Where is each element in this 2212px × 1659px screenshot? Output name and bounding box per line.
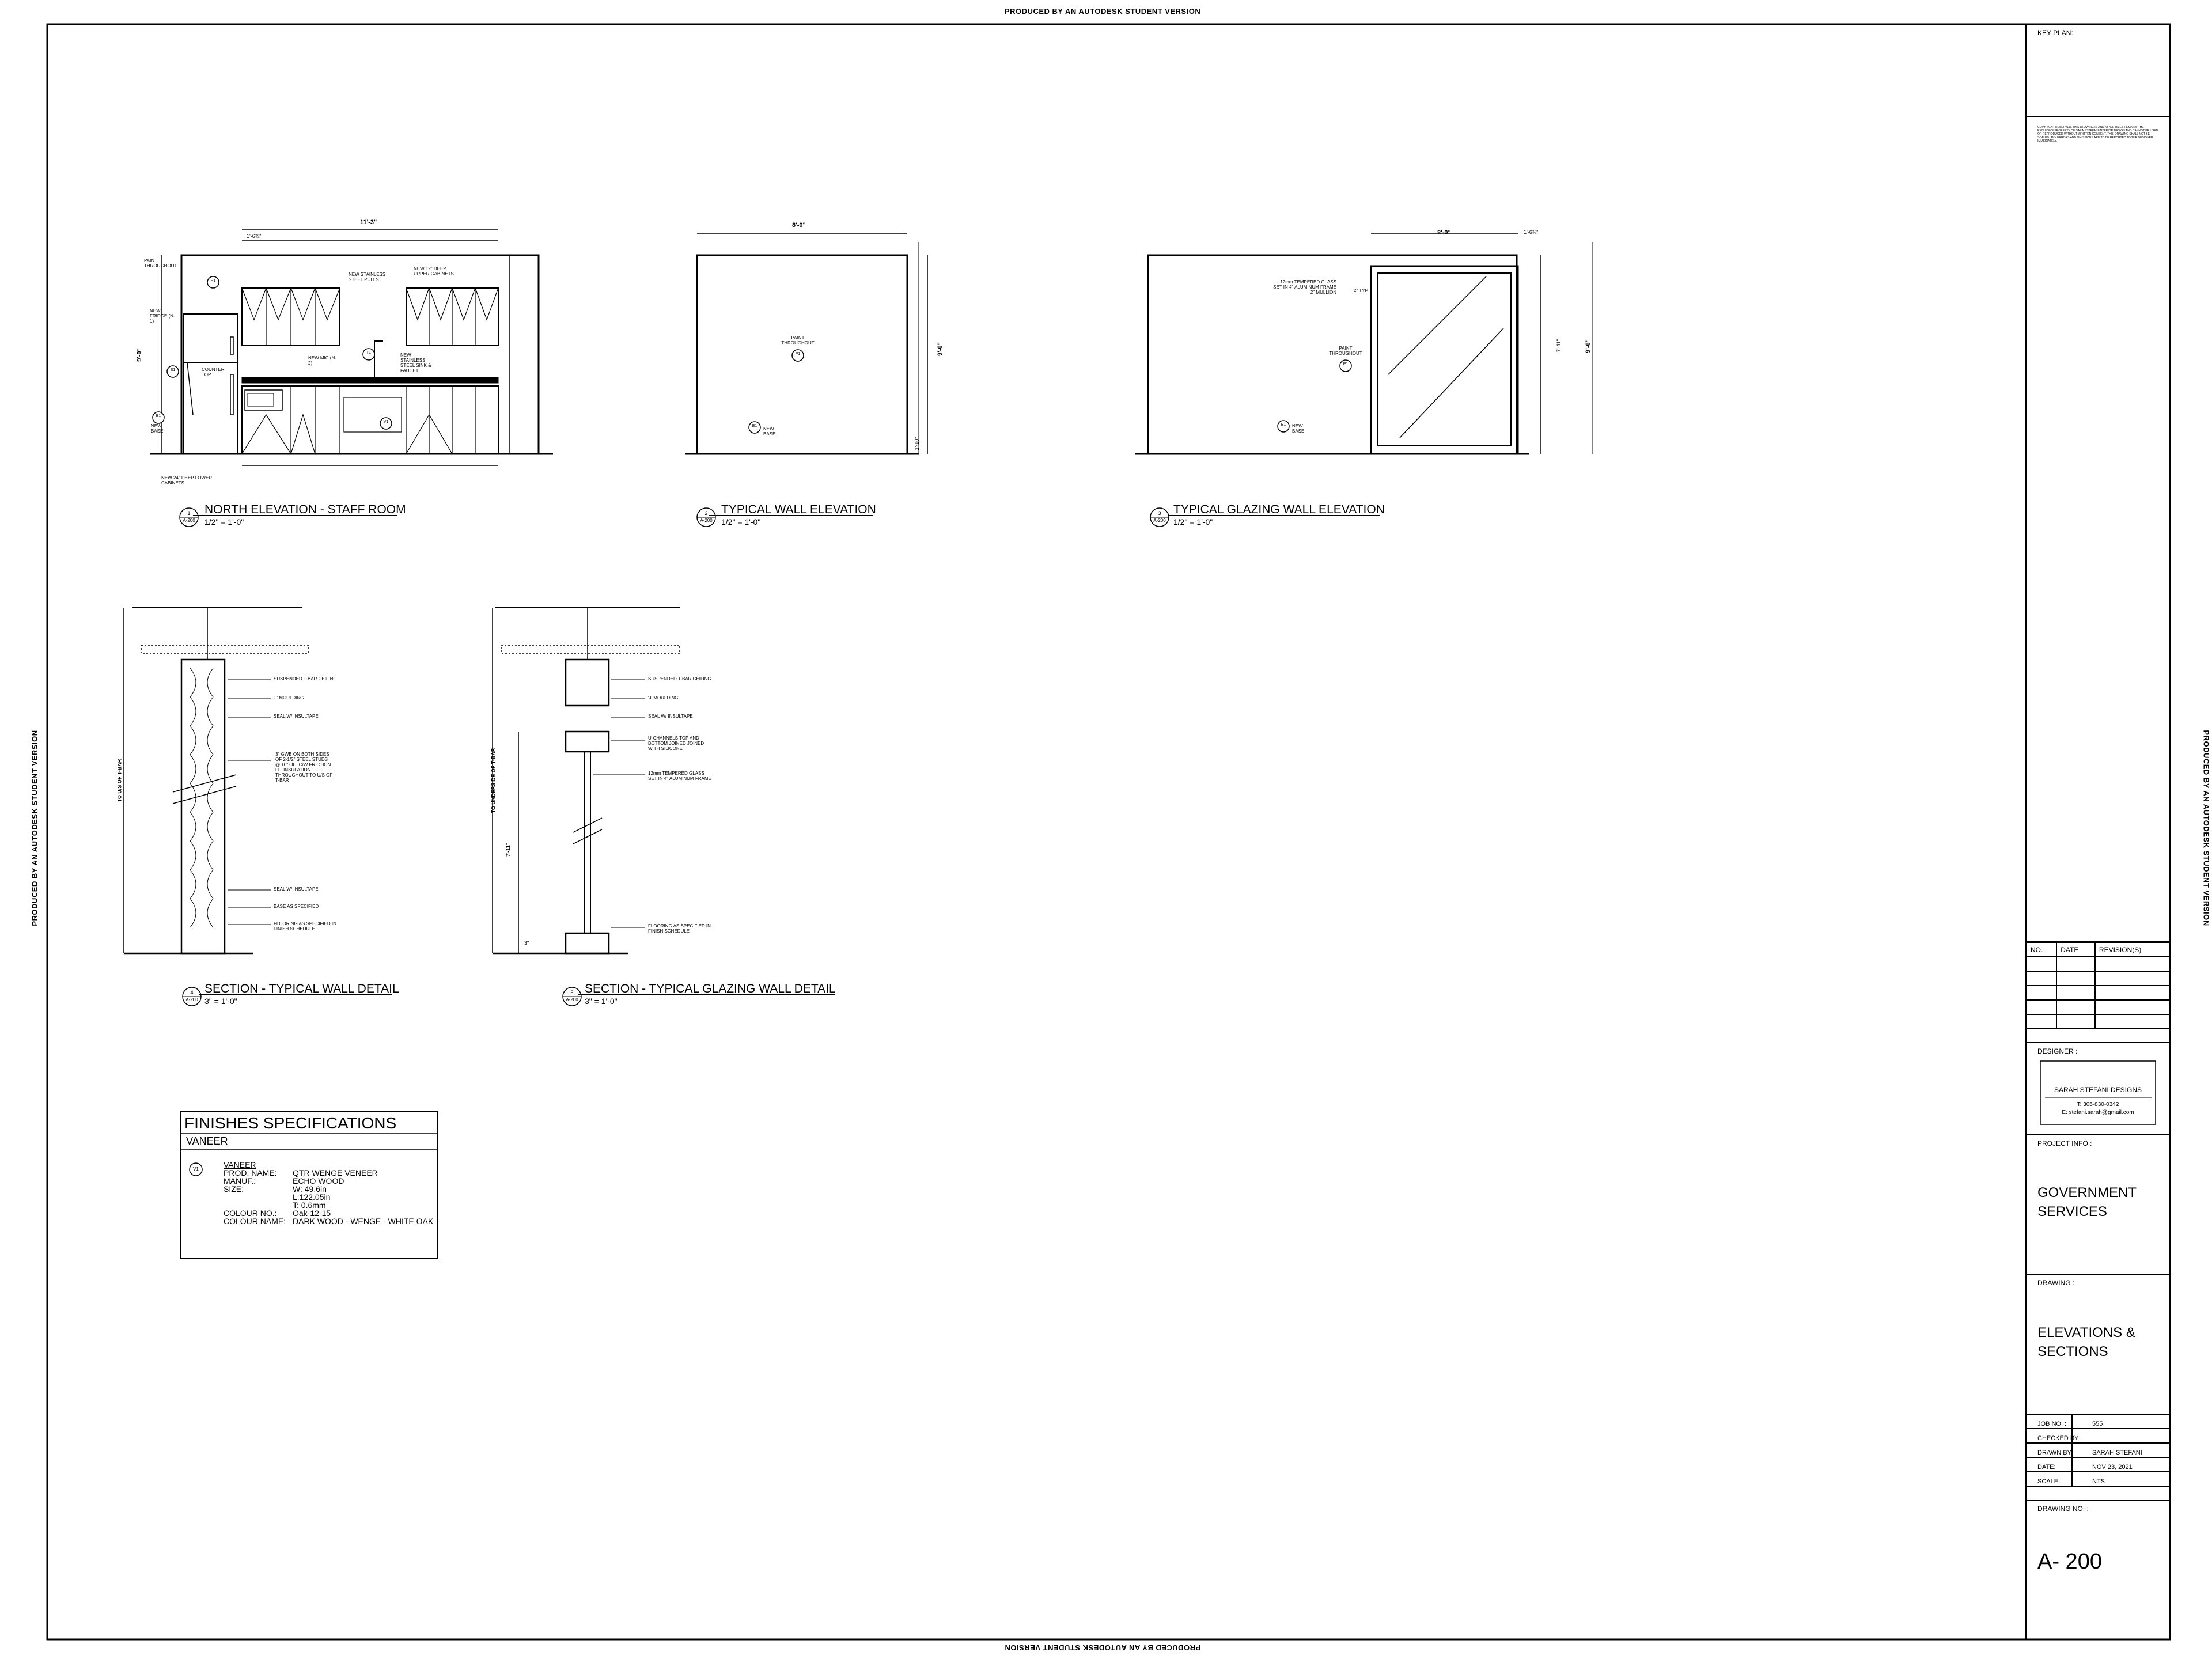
rev-col-rev: REVISION(S) bbox=[2095, 942, 2169, 957]
tag-t1: T1 bbox=[366, 351, 372, 355]
glazing-tag-p1: P1 bbox=[1343, 362, 1349, 366]
finishes-key bbox=[224, 1201, 286, 1209]
project-name-1: GOVERNMENT bbox=[2037, 1185, 2137, 1200]
info-key-scale: SCALE: bbox=[2037, 1478, 2061, 1485]
finishes-value: DARK WOOD - WENGE - WHITE OAK bbox=[293, 1217, 434, 1226]
drawing-label: DRAWING : bbox=[2037, 1279, 2075, 1287]
view-5-sheet: A-200 bbox=[566, 997, 578, 1002]
rev-col-no: NO. bbox=[2027, 942, 2056, 957]
info-key-drawn: DRAWN BY: bbox=[2037, 1449, 2073, 1456]
glazing-dim-door: 1'-6¾" bbox=[1524, 229, 1539, 235]
finishes-key: COLOUR NO.: bbox=[224, 1209, 277, 1218]
note-mic: NEW MIC (N-2) bbox=[308, 355, 336, 366]
watermark-bottom: PRODUCED BY AN AUTODESK STUDENT VERSION bbox=[1005, 1643, 1201, 1652]
info-values bbox=[2092, 1417, 2142, 1489]
glazing-note-paint: PAINT THROUGHOUT bbox=[1329, 346, 1362, 356]
view-4-sheet: A-200 bbox=[185, 997, 198, 1002]
note-sink: NEW STAINLESS STEEL SINK & FAUCET bbox=[400, 353, 431, 373]
sw-floor: FLOORING AS SPECIFIED IN FINISH SCHEDULE bbox=[274, 921, 336, 931]
view-2-title: TYPICAL WALL ELEVATION bbox=[721, 503, 876, 516]
wall-dim-sub: 1'-10" bbox=[914, 437, 920, 450]
drawing-no: A- 200 bbox=[2037, 1550, 2102, 1574]
info-val-scale: NTS bbox=[2092, 1478, 2105, 1485]
designer-label: DESIGNER : bbox=[2037, 1047, 2078, 1055]
wall-tag-b1: B1 bbox=[752, 424, 757, 428]
sg-dim: TO UNDERSIDE OF T-BAR bbox=[490, 748, 497, 813]
sw-seal2: SEAL W/ INSULTAPE bbox=[274, 887, 319, 892]
note-base: NEW BASE bbox=[151, 423, 164, 434]
view-4-number: 4 bbox=[190, 990, 194, 995]
view-3-title: TYPICAL GLAZING WALL ELEVATION bbox=[1173, 503, 1385, 516]
drawing-name-1: ELEVATIONS & bbox=[2037, 1325, 2135, 1340]
note-fridge: NEW FRIDGE (N-1) bbox=[150, 308, 175, 324]
info-key-job: JOB NO. : bbox=[2037, 1421, 2067, 1427]
glazing-note-glass: 12mm TEMPERED GLASS SET IN 4" ALUMINUM FRAME 2" MULLION bbox=[1273, 279, 1336, 295]
designer-email: E: stefani.sarah@gmail.com bbox=[2062, 1109, 2134, 1116]
drawing-no-label: DRAWING NO. : bbox=[2037, 1505, 2089, 1513]
finishes-keys bbox=[224, 1169, 286, 1225]
view-4-title: SECTION - TYPICAL WALL DETAIL bbox=[204, 982, 399, 995]
sg-dim2: 7'-11" bbox=[505, 843, 511, 857]
finishes-key: COLOUR NAME: bbox=[224, 1217, 286, 1226]
tag-b1: B1 bbox=[156, 414, 161, 418]
view-5-scale: 3" = 1'-0" bbox=[585, 997, 618, 1006]
drawing-name-2: SECTIONS bbox=[2037, 1344, 2108, 1359]
view-2-scale: 1/2" = 1'-0" bbox=[721, 517, 761, 527]
sheet-border bbox=[47, 24, 2170, 1639]
typical-glazing-elevation bbox=[1135, 233, 1593, 454]
view-1-title: NORTH ELEVATION - STAFF ROOM bbox=[204, 503, 406, 516]
dim-height: 9'-0" bbox=[135, 348, 143, 362]
wall-note-paint: PAINT THROUGHOUT bbox=[781, 335, 815, 346]
titleblock-lines bbox=[2026, 116, 2170, 1501]
finishes-key: MANUF.: bbox=[224, 1176, 256, 1185]
view-2-sheet: A-200 bbox=[700, 518, 713, 523]
view-5-number: 5 bbox=[570, 990, 574, 995]
wall-tag-p1: P1 bbox=[795, 352, 801, 356]
finishes-tag: V1 bbox=[193, 1166, 199, 1172]
finishes-value: T: 0.6mm bbox=[293, 1200, 326, 1210]
finishes-values bbox=[293, 1169, 433, 1225]
sg-glass: 12mm TEMPERED GLASS SET IN 4" ALUMINUM FRAME bbox=[648, 771, 711, 781]
tag-p1: P1 bbox=[210, 279, 216, 283]
dim-module: 1'-6¾" bbox=[247, 233, 262, 239]
key-plan-label: KEY PLAN: bbox=[2037, 29, 2073, 37]
info-val-drawn: SARAH STEFANI bbox=[2092, 1449, 2142, 1456]
view-1-scale: 1/2" = 1'-0" bbox=[204, 517, 244, 527]
glazing-dim-height: 9'-0" bbox=[1584, 339, 1592, 353]
wall-dim-width: 8'-0" bbox=[792, 222, 806, 229]
sw-ceiling: SUSPENDED T-BAR CEILING bbox=[274, 676, 337, 681]
sw-dim: TO U/S OF T-BAR bbox=[116, 759, 123, 802]
designer-name: SARAH STEFANI DESIGNS bbox=[2054, 1086, 2142, 1094]
view-1-number: 1 bbox=[187, 510, 191, 516]
dim-overall: 11'-3" bbox=[360, 219, 377, 226]
watermark-right: PRODUCED BY AN AUTODESK STUDENT VERSION bbox=[2202, 730, 2211, 926]
finishes-key bbox=[224, 1193, 286, 1201]
wall-note-base: NEW BASE bbox=[763, 426, 776, 437]
sw-gwb: 3" GWB ON BOTH SIDES OF 2-1/2" STEEL STUDS @ 16" OC. C/W FRICTION FIT INSULATION THROUGHOUT TO U/S OF T-BAR bbox=[275, 752, 333, 783]
sw-seal1: SEAL W/ INSULTAPE bbox=[274, 714, 319, 719]
finishes-value: ECHO WOOD bbox=[293, 1176, 344, 1185]
view-2-number: 2 bbox=[704, 510, 708, 516]
project-label: PROJECT INFO : bbox=[2037, 1139, 2092, 1147]
sg-channel: U-CHANNELS TOP AND BOTTOM JOINED JOINED WITH SILICONE bbox=[648, 736, 704, 751]
finishes-subtitle: VANEER bbox=[186, 1135, 228, 1147]
glazing-tag-b1: B1 bbox=[1281, 423, 1286, 427]
glazing-note-typ: 2" TYP bbox=[1354, 288, 1368, 293]
glazing-note-base: NEW BASE bbox=[1292, 423, 1305, 434]
view-5-title: SECTION - TYPICAL GLAZING WALL DETAIL bbox=[585, 982, 836, 995]
project-name-2: SERVICES bbox=[2037, 1204, 2107, 1219]
copyright-note: COPYRIGHT RESERVED. THIS DRAWING IS AND AT ALL TIMES REMAINS THE EXCLUSIVE PROPERTY OF SARAH STEFANI INTERIOR DESIGN AND CANNOT BE USED OR REPRODUCED WITHOUT WRITTEN CONSENT. THIS DRAWING SHALL NOT BE SCALED. ANY ERRORS AND OMISSIONS ARE TO BE REPORTED TO THE DESIGNER IMMEDIATELY. bbox=[2037, 126, 2158, 143]
north-elevation bbox=[150, 229, 553, 465]
view-title-marks bbox=[180, 508, 1380, 1006]
finishes-key: SIZE: bbox=[224, 1184, 244, 1194]
watermark-left: PRODUCED BY AN AUTODESK STUDENT VERSION bbox=[30, 730, 39, 926]
rev-col-date: DATE bbox=[2056, 942, 2095, 957]
sw-base: BASE AS SPECIFIED bbox=[274, 904, 319, 909]
info-key-date: DATE: bbox=[2037, 1464, 2056, 1471]
note-pulls: NEW STAINLESS STEEL PULLS bbox=[349, 272, 386, 282]
sg-dim3: 3" bbox=[524, 940, 529, 946]
view-1-sheet: A-200 bbox=[183, 518, 195, 523]
view-3-scale: 1/2" = 1'-0" bbox=[1173, 517, 1213, 527]
finishes-heading: VANEER bbox=[224, 1160, 256, 1169]
info-keys bbox=[2037, 1417, 2082, 1489]
note-lower: NEW 24" DEEP LOWER CABINETS bbox=[161, 475, 213, 486]
info-key-checked: CHECKED BY : bbox=[2037, 1435, 2082, 1442]
finishes-key: PROD. NAME: bbox=[224, 1168, 277, 1177]
sg-mould: 'J' MOULDING bbox=[648, 695, 679, 700]
view-3-sheet: A-200 bbox=[1153, 518, 1166, 523]
info-val-checked bbox=[2092, 1431, 2142, 1446]
finishes-title: FINISHES SPECIFICATIONS bbox=[184, 1114, 397, 1132]
view-4-scale: 3" = 1'-0" bbox=[204, 997, 237, 1006]
finishes-value: Oak-12-15 bbox=[293, 1209, 331, 1218]
tag-v1: V1 bbox=[383, 420, 389, 424]
finishes-value: L:122.05in bbox=[293, 1192, 331, 1202]
sw-mould: 'J' MOULDING bbox=[274, 695, 304, 700]
sg-floor: FLOORING AS SPECIFIED IN FINISH SCHEDULE bbox=[648, 923, 711, 934]
finishes-value: QTR WENGE VENEER bbox=[293, 1168, 378, 1177]
note-counter: COUNTER TOP bbox=[202, 367, 225, 377]
revision-table bbox=[2026, 942, 2170, 1029]
note-paint: PAINT THROUGHOUT bbox=[144, 258, 177, 268]
view-3-number: 3 bbox=[1158, 510, 1161, 516]
sg-ceiling: SUSPENDED T-BAR CEILING bbox=[648, 676, 711, 681]
wall-dim-height: 9'-0" bbox=[936, 342, 944, 356]
watermark-top: PRODUCED BY AN AUTODESK STUDENT VERSION bbox=[1005, 7, 1201, 16]
glazing-dim-sub: 7'-11" bbox=[1556, 339, 1562, 353]
finishes-value: W: 49.6in bbox=[293, 1184, 327, 1194]
sg-seal: SEAL W/ INSULTAPE bbox=[648, 714, 693, 719]
info-val-job: 555 bbox=[2092, 1421, 2103, 1427]
designer-phone: T: 306-830-0342 bbox=[2077, 1101, 2119, 1108]
info-val-date: NOV 23, 2021 bbox=[2092, 1464, 2133, 1471]
note-upper: NEW 12" DEEP UPPER CABINETS bbox=[414, 266, 454, 276]
glazing-dim-width: 8'-0" bbox=[1437, 229, 1451, 236]
tag-s1: S1 bbox=[170, 368, 176, 372]
